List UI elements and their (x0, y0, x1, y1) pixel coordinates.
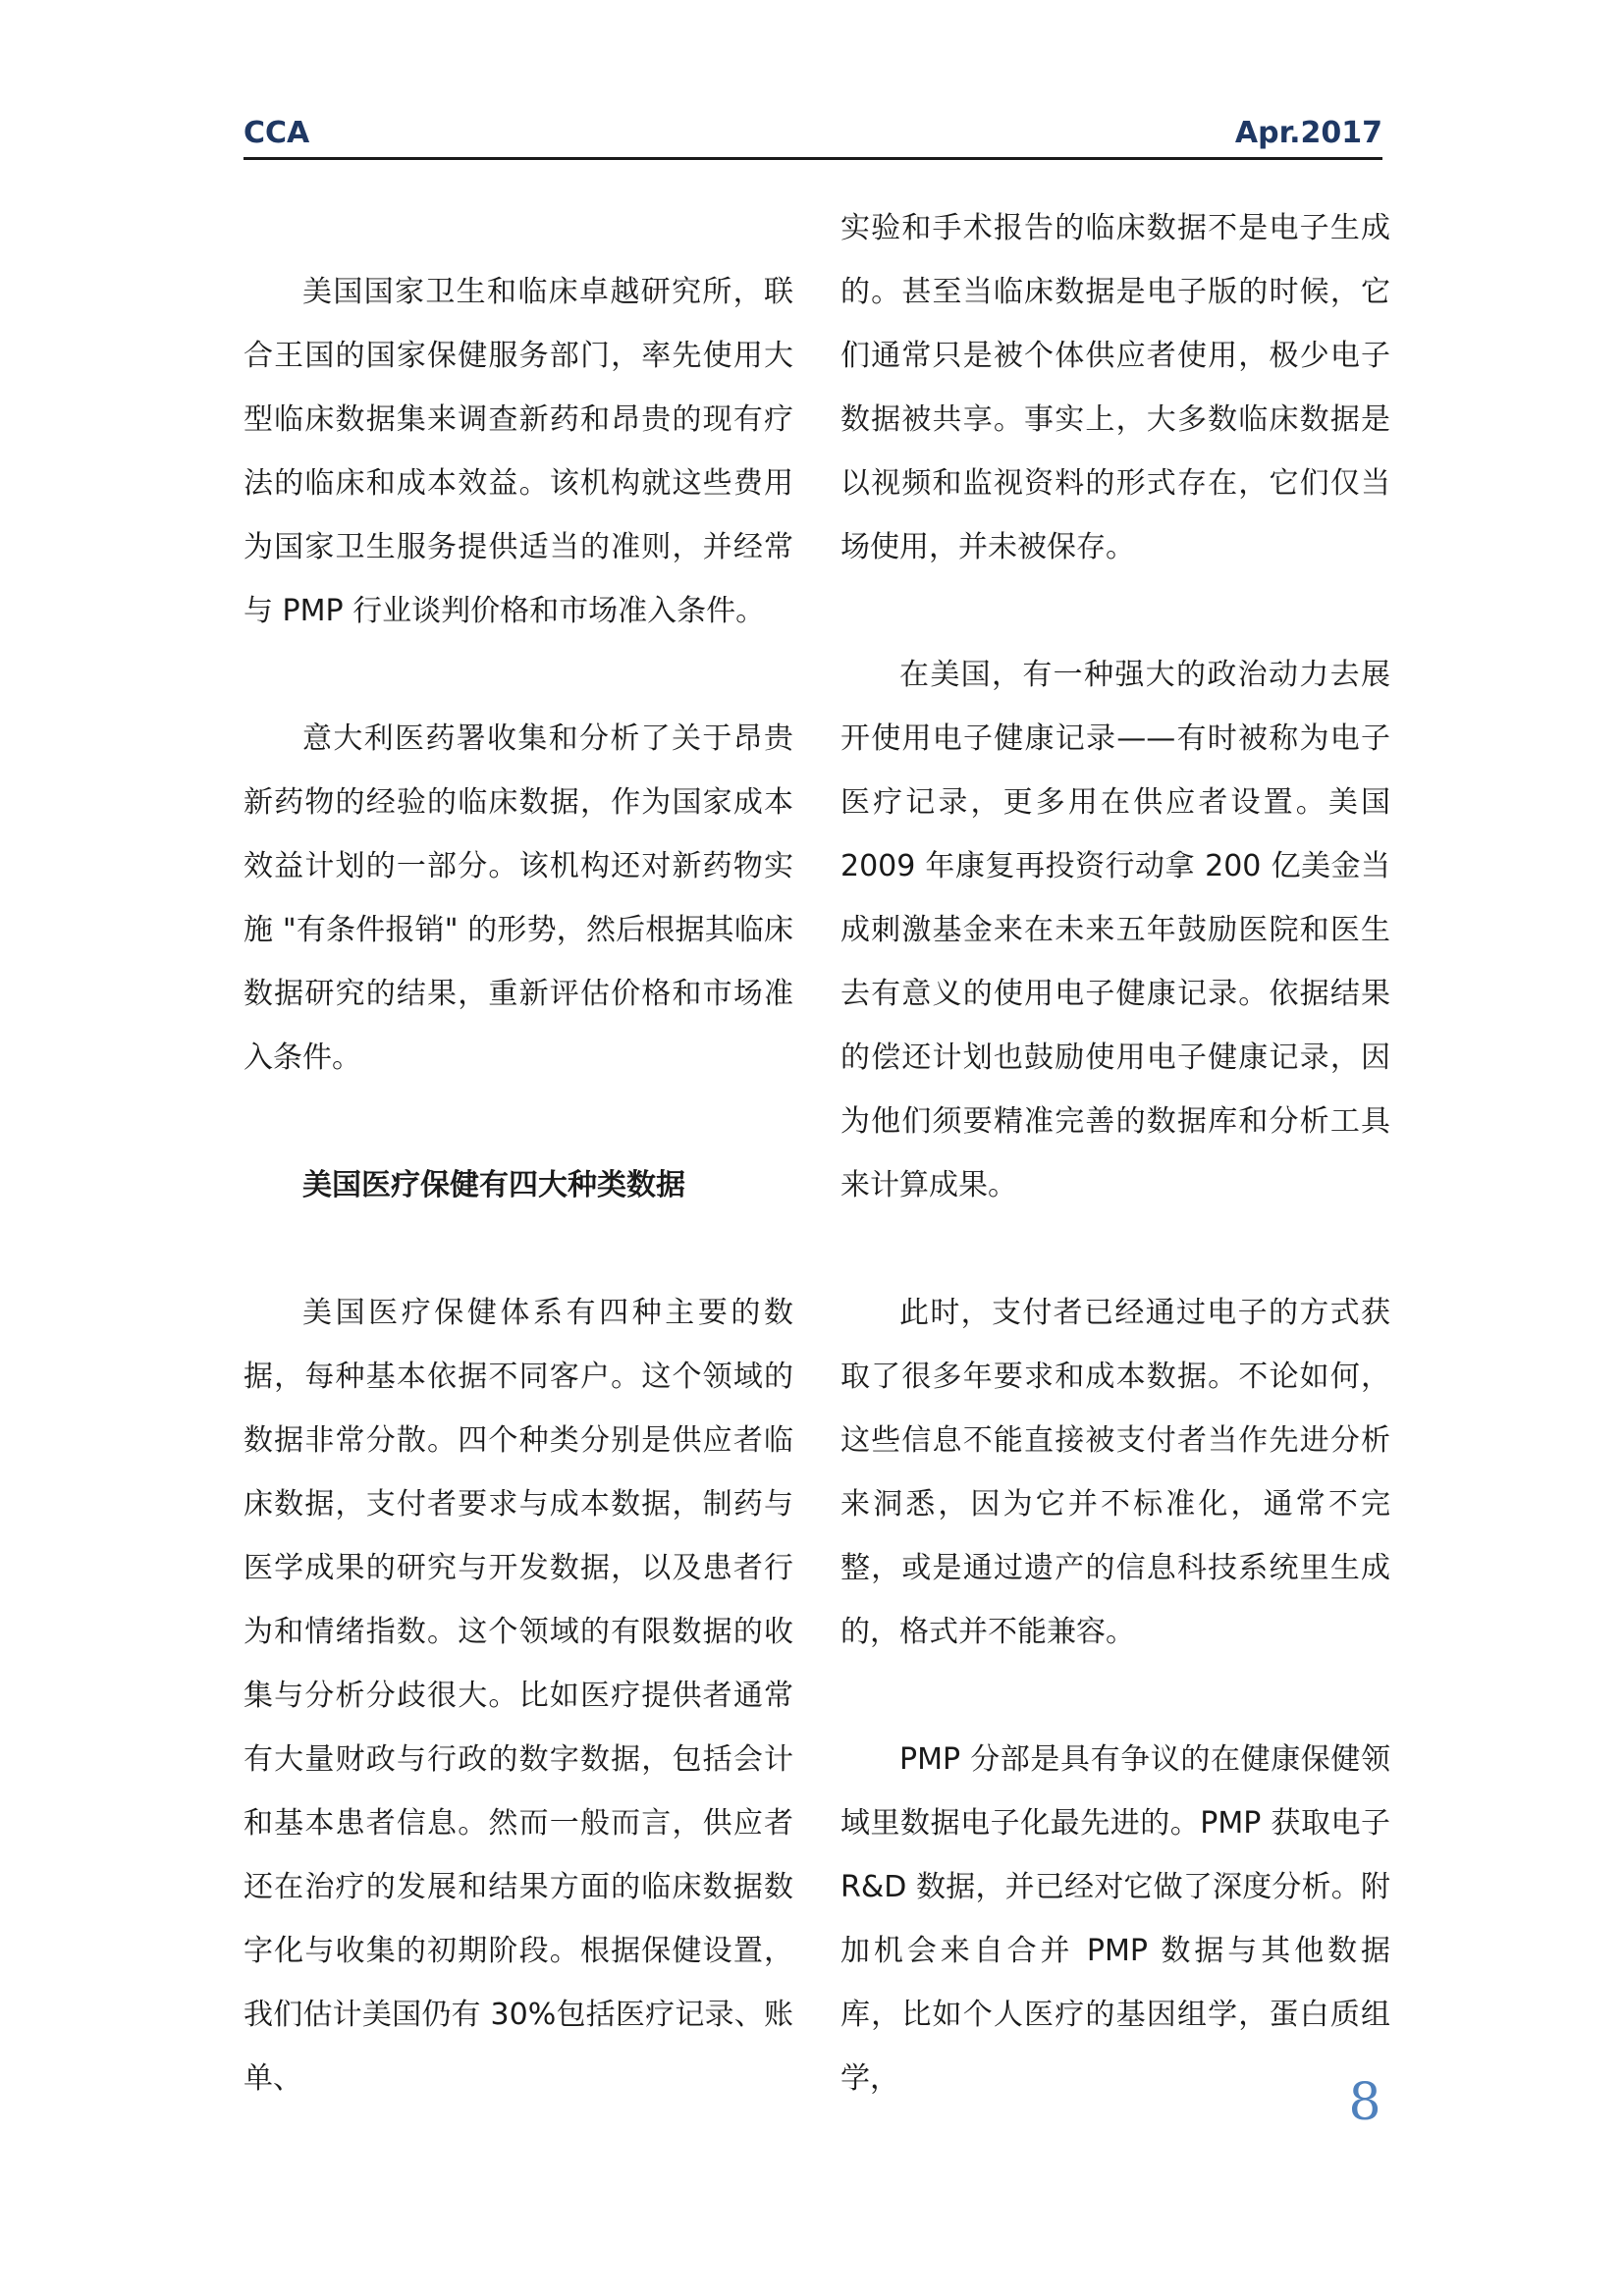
paragraph: 在美国，有一种强大的政治动力去展开使用电子健康记录——有时被称为电子医疗记录，更多用在供应者设置。美国 2009 年康复再投资行动拿 200 亿美金当成刺激基金来在未来五年鼓励医院和医生去有意义的使用电子健康记录。依据结果的偿还计划也鼓励使用电子健康记录，因为他们须要精准完善的数据库和分析工具来计算成果。 (840, 658, 1390, 1202)
spacer (840, 579, 1390, 643)
paragraph: PMP 分部是具有争议的在健康保健领域里数据电子化最先进的。PMP 获取电子 R&D 数据，并已经对它做了深度分析。附加机会来自合并 PMP 数据与其他数据库，比如个人医疗的基因组学，蛋白质组学， (840, 1742, 1390, 2096)
paragraph: 美国国家卫生和临床卓越研究所，联合王国的国家保健服务部门，率先使用大型临床数据集来调查新药和昂贵的现有疗法的临床和成本效益。该机构就这些费用为国家卫生服务提供适当的准则，并经常与 PMP 行业谈判价格和市场准入条件。 (244, 275, 793, 628)
page-number: 8 (1348, 2073, 1381, 2132)
page-header (244, 114, 1382, 159)
spacer (244, 1090, 793, 1153)
spacer (840, 1217, 1390, 1281)
paragraph: 美国医疗保健体系有四种主要的数据，每种基本依据不同客户。这个领域的数据非常分散。四个种类分别是供应者临床数据，支付者要求与成本数据，制药与医学成果的研究与开发数据，以及患者行为和情绪指数。这个领域的有限数据的收集与分析分歧很大。比如医疗提供者通常有大量财政与行政的数字数据，包括会计和基本患者信息。然而一般而言，供应者还在治疗的发展和结果方面的临床数据数字化与收集的初期阶段。根据保健设置，我们估计美国仍有 30%包括医疗记录、账单、 (244, 1296, 793, 2096)
journal-name: CCA (244, 116, 310, 150)
spacer (244, 643, 793, 707)
spacer (840, 1664, 1390, 1728)
issue-date: Apr.2017 (1234, 116, 1382, 150)
header-divider (244, 157, 1382, 160)
left-column (244, 196, 793, 2110)
right-column (840, 196, 1390, 2110)
paragraph: 此时，支付者已经通过电子的方式获取了很多年要求和成本数据。不论如何，这些信息不能直接被支付者当作先进分析来洞悉，因为它并不标准化，通常不完整，或是通过遗产的信息科技系统里生成的，格式并不能兼容。 (840, 1296, 1390, 1649)
paragraph: 实验和手术报告的临床数据不是电子生成的。甚至当临床数据是电子版的时候，它们通常只是被个体供应者使用，极少电子数据被共享。事实上，大多数临床数据是以视频和监视资料的形式存在，它们仅当场使用，并未被保存。 (840, 211, 1390, 564)
paragraph: 意大利医药署收集和分析了关于昂贵新药物的经验的临床数据，作为国家成本效益计划的一部分。该机构还对新药物实施 "有条件报销" 的形势，然后根据其临床数据研究的结果，重新评估价格和市场准入条件。 (244, 721, 793, 1075)
section-heading: 美国医疗保健有四大种类数据 (302, 1168, 685, 1202)
spacer (244, 196, 793, 260)
spacer (244, 1217, 793, 1281)
